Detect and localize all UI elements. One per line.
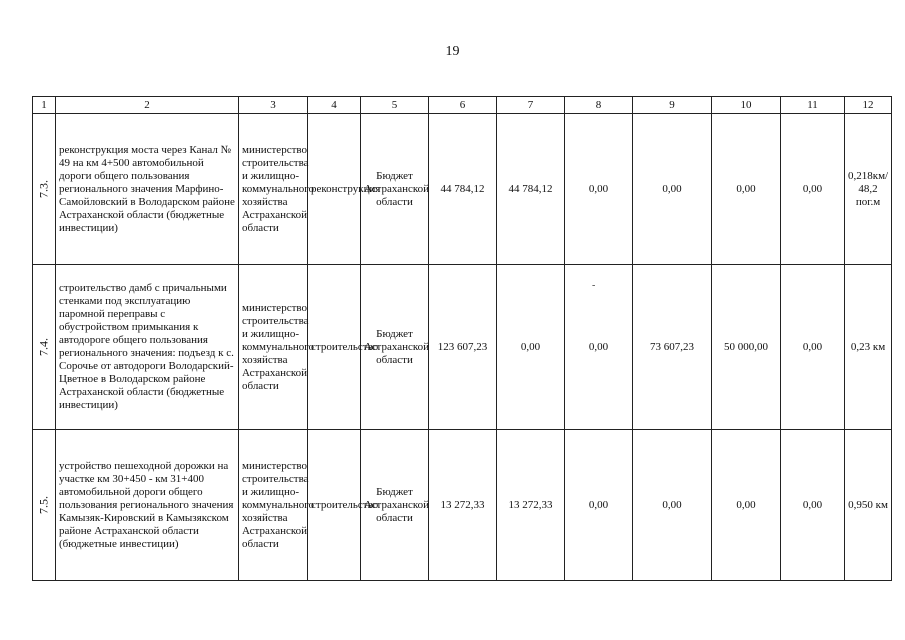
budget-table: [32, 96, 892, 581]
work-type: строительство: [308, 265, 361, 430]
scan-artifact-mark: -: [592, 280, 596, 291]
header-cell: 1: [33, 97, 56, 114]
header-cell: 2: [56, 97, 239, 114]
page-number: 19: [445, 44, 460, 59]
header-cell: 12: [845, 97, 892, 114]
header-cell: 10: [712, 97, 781, 114]
project-name: устройство пешеходной дорожки на участке км 30+450 - км 31+400 автомобильной дороги общего пользования регионального значения Камызяк-Кировский в Камызякском районе Астраханской области (бюджетные инвестиции): [56, 430, 239, 581]
table-row: [33, 430, 892, 581]
value-cell: 0,00: [781, 114, 845, 265]
header-cell: 8: [565, 97, 633, 114]
value-cell: 0,00: [712, 114, 781, 265]
work-type: реконструкция: [308, 114, 361, 265]
value-cell: 13 272,33: [497, 430, 565, 581]
table-row: [33, 265, 892, 430]
capacity-cell: 0,218км/ 48,2 пог.м: [845, 114, 892, 265]
table-row: [33, 114, 892, 265]
row-number-text: 7.3.: [36, 180, 51, 198]
funding-source: Бюджет Астраханской области: [361, 265, 429, 430]
responsible-ministry: министерство строительства и жилищно-коммунального хозяйства Астраханской области: [239, 265, 308, 430]
header-cell: 5: [361, 97, 429, 114]
value-cell: 73 607,23: [633, 265, 712, 430]
value-cell: 0,00: [633, 114, 712, 265]
value-cell: 50 000,00: [712, 265, 781, 430]
row-number-text: 7.4.: [36, 338, 51, 356]
row-number: [33, 265, 56, 430]
project-name: реконструкция моста через Канал № 49 на км 4+500 автомобильной дороги общего пользования регионального значения Марфино-Самойловский в Володарском районе Астраханской области (бюджетные инвестиции): [56, 114, 239, 265]
header-row: [33, 97, 892, 114]
value-cell: 0,00: [565, 265, 633, 430]
header-cell: 7: [497, 97, 565, 114]
header-cell: 11: [781, 97, 845, 114]
value-cell: 0,00: [633, 430, 712, 581]
funding-source: Бюджет Астраханской области: [361, 430, 429, 581]
value-cell: 13 272,33: [429, 430, 497, 581]
funding-source: Бюджет Астраханской области: [361, 114, 429, 265]
value-cell: 0,00: [565, 430, 633, 581]
value-cell: 123 607,23: [429, 265, 497, 430]
header-cell: 6: [429, 97, 497, 114]
responsible-ministry: министерство строительства и жилищно-коммунального хозяйства Астраханской области: [239, 430, 308, 581]
value-cell: 0,00: [781, 430, 845, 581]
row-number: [33, 114, 56, 265]
capacity-cell: 0,950 км: [845, 430, 892, 581]
header-cell: 3: [239, 97, 308, 114]
value-cell: 0,00: [712, 430, 781, 581]
value-cell: 44 784,12: [429, 114, 497, 265]
value-cell: 44 784,12: [497, 114, 565, 265]
value-cell: 0,00: [497, 265, 565, 430]
row-number-text: 7.5.: [36, 496, 51, 514]
row-number: [33, 430, 56, 581]
work-type: строительство: [308, 430, 361, 581]
project-name: строительство дамб с причальными стенками под эксплуатацию паромной переправы с обустройством примыкания к автодороге общего пользования регионального значения: подъезд к с. Сорочье от автодороги Володарский-Цветное в Володарском районе Астраханской области (бюджетные инвестиции): [56, 265, 239, 430]
capacity-cell: 0,23 км: [845, 265, 892, 430]
responsible-ministry: министерство строительства и жилищно-коммунального хозяйства Астраханской области: [239, 114, 308, 265]
value-cell: 0,00: [781, 265, 845, 430]
header-cell: 4: [308, 97, 361, 114]
header-cell: 9: [633, 97, 712, 114]
value-cell: 0,00: [565, 114, 633, 265]
